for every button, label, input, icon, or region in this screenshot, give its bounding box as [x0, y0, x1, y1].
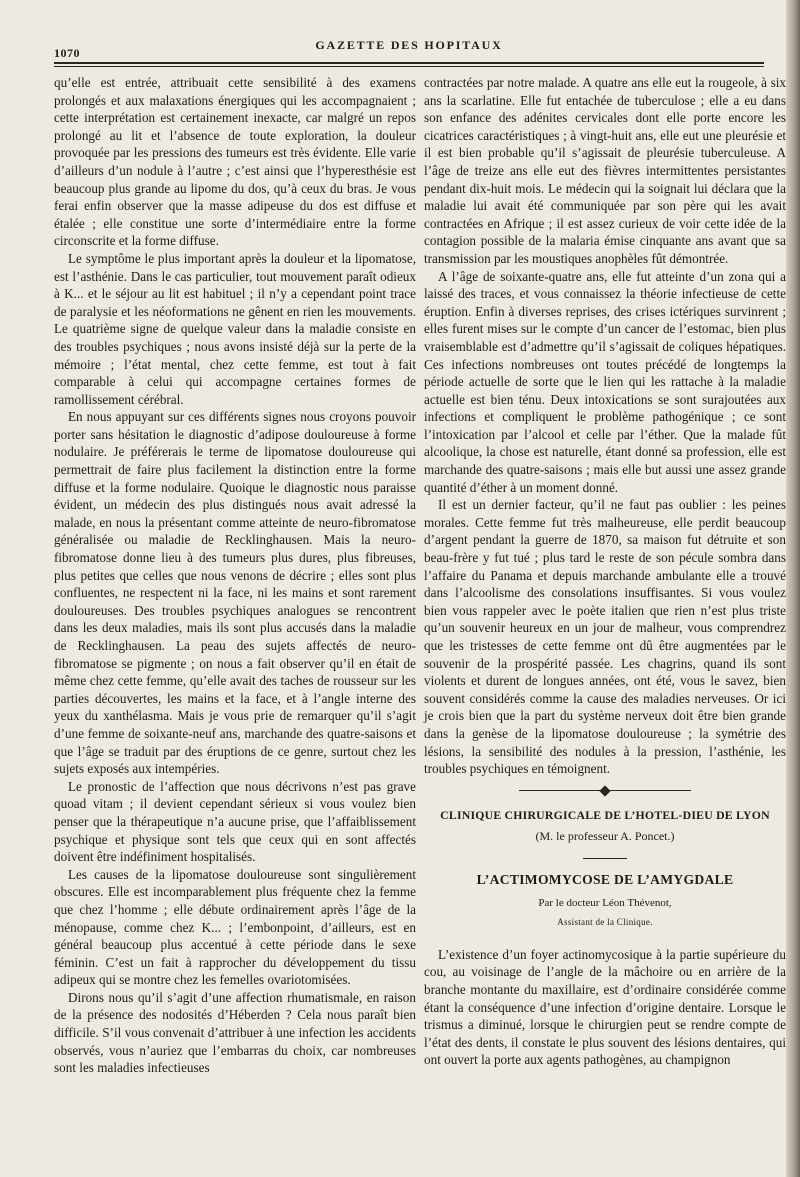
right-paragraph-3: Il est un dernier facteur, qu’il ne faut pas oublier : les peines morales. Cette femme fut très malheureuse, elle perdit beaucoup d’argent pendant la guerre de 1870, sa maison fut détruite et son beau-frère y fut tué ; plus tard le reste de son pécule sombra dans l’affaire du Panama et depuis marchande ambulante elle a trouvé dans l’alcoolisme des consolations insuffisantes. Si vous voulez bien vous rappeler avec le poète italien que rien n’est plus triste qu’un souvenir heureux en un jour de malheur, vous comprendrez que les tristesses de cette femme ont dû être augmentées par le souvenir de la prospérité passée. Les chagrins, quand ils sont violents et durent de longues années, ont été, vous le savez, bien souvent considérés comme la cause des maladies nerveuses. Or ici je crois bien que la part du système nerveux doit être bien grande dans la genèse de la lipomatose douloureuse ; la symétrie des lésions, la sensibilité des nodules à la pression, l’asthénie, les troubles psychiques en témoignent. — [424, 497, 786, 777]
header-rule-thin — [54, 66, 764, 67]
page-header — [54, 34, 764, 60]
right-paragraph-2: A l’âge de soixante-quatre ans, elle fut atteinte d’un zona qui a laissé des traces, et vous connaissez la théorie infectieuse de cette éruption. Enfin à diverses reprises, des crises ictériques survinrent ; elles furent mises sur le compte d’un cancer de l’estomac, bien plus vraisemblable est d’admettre qu’il s’agissait de coliques hépatiques. Ces infections nombreuses ont toutes précédé de longtemps la période actuelle de sorte que le lien qui les rattache à la maladie actuelle est bien ténu. Deux intoxications se sont surajoutées aux infections et compliquent le problème pathogénique ; ce sont l’intoxication par l’alcool et celle par l’éther. Que la malade fût alcoolique, la chose est naturelle, étant donné sa profession, elle est marchande des quatre-saisons ; mais elle but aussi une assez grande quantité d’éther à un moment donné. — [424, 268, 786, 495]
left-paragraph-2: Le symptôme le plus important après la douleur et la lipomatose, est l’asthénie. Dans le cas particulier, tout mouvement paraît odieux à K... et le séjour au lit est habituel ; il n’y a cependant point trace de paralysie et les néoformations ne gênent en rien les mouvements. Le quatrième signe de quelque valeur dans la maladie consiste en des troubles psychiques ; nous avons insisté déjà sur la perte de la mémoire ; l’état mental, chez cette femme, est tout à fait comparable à celui qui accompagne certaines formes de ramollissement cérébral. — [54, 250, 416, 407]
article-paragraph-1: L’existence d’un foyer actinomycosique à la partie supérieure du cou, au voisinage de l’angle de la mâchoire ou en arrière de la branche montante du maxillaire, est d’ordinaire considérée comme étant la conséquence d’une infection d’origine dentaire. Lorsque le trismus a diminué, lorsque le chirurgien peut se rendre compte de l’état des dents, il constate le plus souvent des lésions dentaires, qui ont ouvert la porte aux agents pathogènes, au champignon — [424, 946, 786, 1068]
left-column — [54, 74, 416, 1077]
binding-edge — [786, 0, 800, 1177]
author-role: Assistant de la Clinique. — [557, 917, 653, 928]
left-paragraph-4: Le pronostic de l’affection que nous décrivons n’est pas grave quoad vitam ; il devient cependant sérieux si vous voulez bien penser que la thérapeutique n’a aucune prise, que l’affaiblissement psychique et physique sont tels que ceux qui en sont affectés doivent être indéfiniment hospitalisés. — [54, 778, 416, 865]
right-paragraph-1: contractées par notre malade. A quatre ans elle eut la rougeole, à six ans la scarlatine. Elle fut entachée de tuberculose ; elle a eu dans son enfance des adénites cervicales dont elle porte encore les cicatrices caractéristiques ; à vingt-huit ans, elle eut une pleurésie et il est bien probable qu’il s’agissait de pleurésie tuberculeuse. A l’âge de treize ans elle eut des fièvres intermittentes persistantes pendant dix-huit mois. Le médecin qui la soignait lui déclara que la maladie lui avait été communiquée par son père qui les avait contractées en Afrique ; il est assez curieux de voir cette idée de la contagion possible de la malaria émise cinquante ans avant que sa transmission par les moustiques anophèles fût démontrée. — [424, 75, 786, 266]
left-paragraph-1: qu’elle est entrée, attribuait cette sensibilité à des examens prolongés et aux malaxations énergiques qui les accompagnaient ; cette interprétation est certainement inexacte, car malgré un repos prolongé au lit et l’absence de toute exploration, la douleur provoquée par les pressions des tumeurs est très évidente. Elle varie d’ailleurs d’un nodule à l’autre ; c’est ainsi que l’hyperesthésie est beaucoup plus grande au lipome du dos, qu’à ceux du bras. Je vous ferai enfin observer que la masse adipeuse du dos est diffuse et étalée ; elle constitue une sorte d’intermédiaire entre la forme circonscrite et la forme diffuse. — [54, 75, 416, 249]
article-author: Par le docteur Léon Thévenot, — [538, 896, 672, 909]
journal-title: GAZETTE DES HOPITAUX — [315, 38, 503, 52]
article-title: L’ACTIMOMYCOSE DE L’AMYGDALE — [476, 871, 734, 887]
short-divider-rule — [583, 858, 627, 859]
left-paragraph-5: Les causes de la lipomatose douloureuse sont singulièrement obscures. Elle est incomparablement plus fréquente chez la femme que chez l’homme ; elle débute ordinairement après l’âge de la ménopause, comme chez K... ; l’embonpoint, d’ailleurs, est en général beaucoup plus accentué à cette période dans le sexe féminin. C’est un fait à rapprocher du développement du tissu adipeux qui se montre chez les femelles ovariotomisées. — [54, 866, 416, 988]
article-body — [424, 946, 786, 1069]
divider-diamond-icon — [599, 785, 610, 796]
section-title: CLINIQUE CHIRURGICALE DE L’HOTEL-DIEU DE LYON — [440, 807, 770, 822]
header-rule-thick — [54, 62, 764, 64]
left-paragraph-6: Dirons nous qu’il s’agit d’une affection rhumatismale, en raison de la présence des nodosités d’Héberden ? Cela nous paraît bien difficile. S’il vous convenait d’attribuer à une infection les accidents observés, vous n’auriez que l’embarras du choix, car nombreuses sont les maladies infectieuses — [54, 989, 416, 1076]
page-number: 1070 — [54, 46, 80, 60]
left-paragraph-3: En nous appuyant sur ces différents signes nous croyons pouvoir porter sans hésitation le diagnostic d’adipose douloureuse à forme nodulaire. Je préférerais le terme de lipomatose douloureuse qui permettrait de faire plus facilement la distinction entre la forme diffuse et la forme nodulaire. Quoique le diagnostic nous paraisse évident, un médecin des plus distingués nous avait adressé la malade, en nous la présentant comme atteinte de neuro-fibromatose généralisée ou maladie de Recklinghausen. Mais la neuro-fibromatose donne lieu à des tumeurs plus dures, plus fibreuses, plus petites que celles que nous venons de décrire ; elles sont plus confluentes, ne respectent ni la face, ni les mains et sont rarement douloureuses. Des troubles psychiques analogues se rencontrent dans les deux maladies, mais ils sont plus accusés dans la maladie de Recklinghausen. La peau des sujets affectés de neuro-fibromatose se pigmente ; on nous a fait observer qu’il en était de même chez cette femme, qu’elle avait des taches de rousseur sur les parties découvertes, les mains et la face, et à l’angle interne des yeux du xanthélasma. Mais je vous prie de remarquer qu’il s’agit d’une femme de soixante-neuf ans, marchande des quatre-saisons et que l’âge se traduit par des éruptions de ce genre, surtout chez les sujets exposés aux intempéries. — [54, 409, 416, 777]
section-divider-ornament — [424, 787, 786, 795]
section-subtitle: (M. le professeur A. Poncet.) — [535, 829, 675, 844]
right-column — [424, 74, 786, 1069]
